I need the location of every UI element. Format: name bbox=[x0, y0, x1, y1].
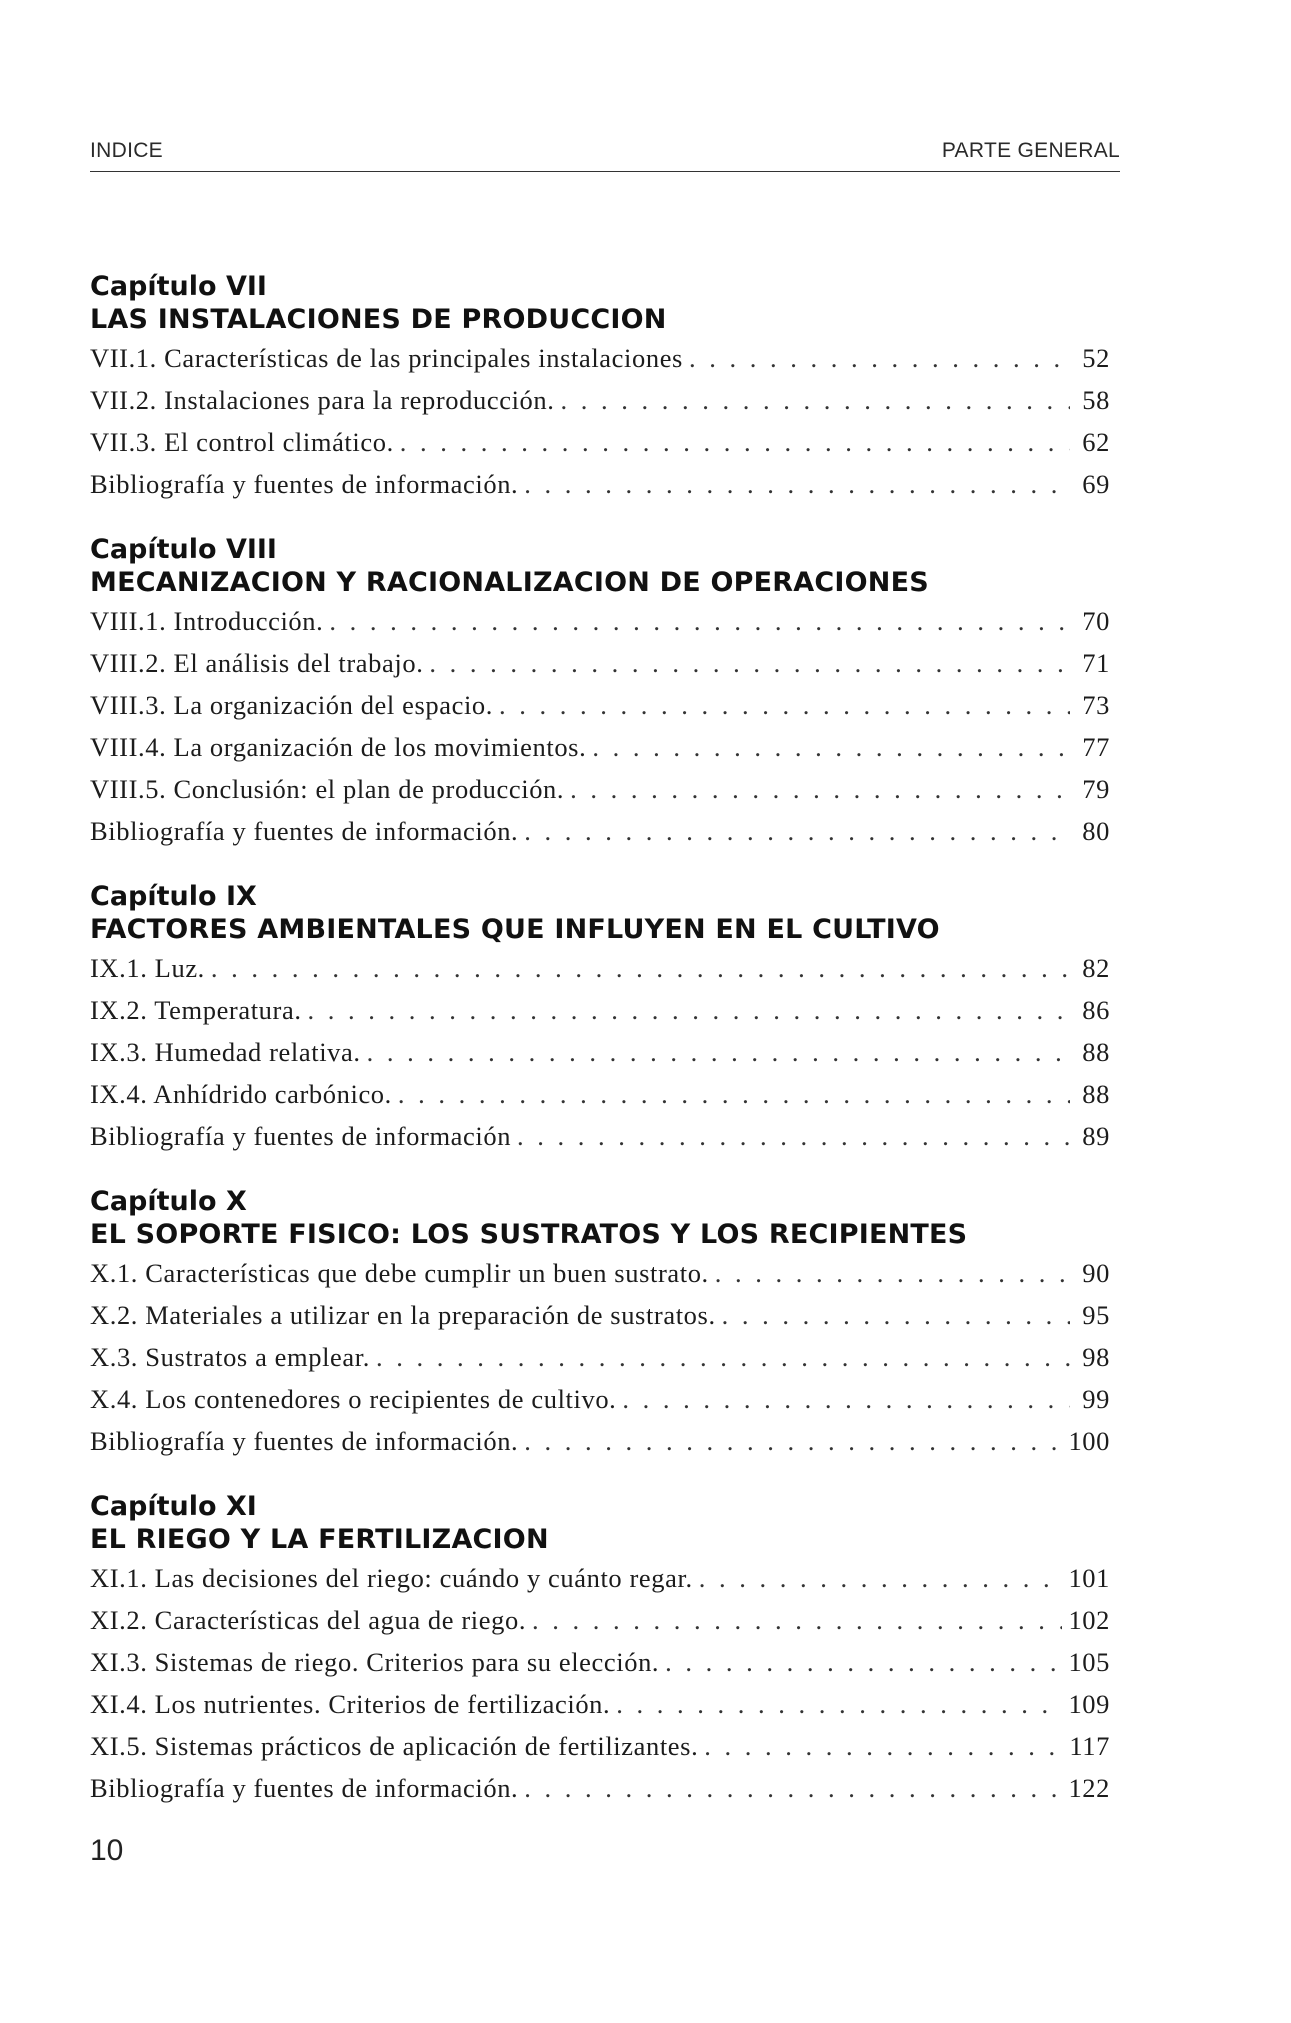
dot-leader bbox=[722, 1294, 1070, 1336]
toc-entry-page: 86 bbox=[1082, 995, 1110, 1025]
dot-leader bbox=[689, 337, 1070, 379]
header-section-left: INDICE bbox=[90, 139, 163, 162]
toc-entry-text: VIII.3. La organización del espacio. bbox=[90, 690, 493, 720]
toc-entry-page: 100 bbox=[1068, 1426, 1110, 1456]
toc-entry-text: X.4. Los contenedores o recipientes de cultivo. bbox=[90, 1384, 617, 1414]
toc-entry-text: Bibliografía y fuentes de información. bbox=[90, 1773, 519, 1803]
toc-entry[interactable] bbox=[90, 768, 1110, 810]
toc-entry-text: XI.4. Los nutrientes. Criterios de fertilización. bbox=[90, 1689, 611, 1719]
toc-entry[interactable] bbox=[90, 600, 1110, 642]
chapter-xi bbox=[90, 1490, 1120, 1809]
dot-leader bbox=[211, 947, 1070, 989]
header-section-right: PARTE GENERAL bbox=[941, 139, 1120, 162]
dot-leader bbox=[570, 768, 1070, 810]
toc-entry-text: X.1. Características que debe cumplir un buen sustrato. bbox=[90, 1258, 709, 1288]
toc-entry[interactable] bbox=[90, 1115, 1110, 1157]
toc-entry-page: 82 bbox=[1082, 953, 1110, 983]
chapter-title: LAS INSTALACIONES DE PRODUCCION bbox=[90, 304, 667, 335]
dot-leader bbox=[517, 1115, 1070, 1157]
chapter-vii bbox=[90, 270, 1120, 505]
toc-entry-text: VIII.5. Conclusión: el plan de producción. bbox=[90, 774, 565, 804]
dot-leader bbox=[499, 684, 1070, 726]
chapter-x bbox=[90, 1185, 1120, 1462]
toc-entry[interactable] bbox=[90, 1641, 1110, 1683]
running-header bbox=[90, 139, 1120, 172]
dot-leader bbox=[524, 1420, 1062, 1462]
toc-entry[interactable] bbox=[90, 1073, 1110, 1115]
toc-entry-text: IX.3. Humedad relativa. bbox=[90, 1037, 361, 1067]
toc-entry-text: VII.2. Instalaciones para la reproducción. bbox=[90, 385, 555, 415]
toc-entry[interactable] bbox=[90, 379, 1110, 421]
toc-entry-page: 99 bbox=[1082, 1384, 1110, 1414]
dot-leader bbox=[704, 1725, 1063, 1767]
chapter-title: EL SOPORTE FISICO: LOS SUSTRATOS Y LOS RECIPIENTES bbox=[90, 1219, 968, 1250]
toc-entry-page: 105 bbox=[1068, 1647, 1110, 1677]
chapter-title: EL RIEGO Y LA FERTILIZACION bbox=[90, 1524, 549, 1555]
toc-entry-text: IX.2. Temperatura. bbox=[90, 995, 302, 1025]
toc-entry[interactable] bbox=[90, 463, 1110, 505]
toc-entry-text: XI.3. Sistemas de riego. Criterios para su elección. bbox=[90, 1647, 660, 1677]
toc-entry-page: 88 bbox=[1082, 1037, 1110, 1067]
toc-entry-page: 122 bbox=[1068, 1773, 1110, 1803]
page-number: 10 bbox=[90, 1834, 124, 1867]
toc-entry[interactable] bbox=[90, 726, 1110, 768]
toc-entry[interactable] bbox=[90, 337, 1110, 379]
dot-leader bbox=[398, 1073, 1070, 1115]
toc-entry-page: 69 bbox=[1082, 469, 1110, 499]
toc-entry-text: VIII.1. Introducción. bbox=[90, 606, 324, 636]
dot-leader bbox=[367, 1031, 1070, 1073]
toc-entry[interactable] bbox=[90, 642, 1110, 684]
toc-entry[interactable] bbox=[90, 1252, 1110, 1294]
toc-entry[interactable] bbox=[90, 421, 1110, 463]
dot-leader bbox=[560, 379, 1070, 421]
toc-entry-page: 71 bbox=[1082, 648, 1110, 678]
dot-leader bbox=[376, 1336, 1070, 1378]
toc-entry[interactable] bbox=[90, 1420, 1110, 1462]
toc-entry-text: Bibliografía y fuentes de información. bbox=[90, 1426, 519, 1456]
document-page bbox=[90, 0, 1120, 2023]
toc-entry-page: 70 bbox=[1082, 606, 1110, 636]
dot-leader bbox=[592, 726, 1070, 768]
table-of-contents bbox=[90, 270, 1120, 1837]
toc-entry-page: 62 bbox=[1082, 427, 1110, 457]
dot-leader bbox=[665, 1641, 1062, 1683]
toc-entry-page: 79 bbox=[1082, 774, 1110, 804]
toc-entry[interactable] bbox=[90, 810, 1110, 852]
toc-entry-page: 95 bbox=[1082, 1300, 1110, 1330]
toc-entry-page: 90 bbox=[1082, 1258, 1110, 1288]
toc-entry-page: 73 bbox=[1082, 690, 1110, 720]
toc-entry-text: X.2. Materiales a utilizar en la preparación de sustratos. bbox=[90, 1300, 716, 1330]
toc-entry-text: VIII.4. La organización de los movimientos. bbox=[90, 732, 587, 762]
toc-entry-text: Bibliografía y fuentes de información. bbox=[90, 469, 519, 499]
chapter-title: MECANIZACION Y RACIONALIZACION DE OPERACIONES bbox=[90, 567, 929, 598]
dot-leader bbox=[329, 600, 1070, 642]
toc-entry-text: VII.1. Características de las principales instalaciones bbox=[90, 343, 683, 373]
toc-entry-text: Bibliografía y fuentes de información. bbox=[90, 816, 519, 846]
toc-entry[interactable] bbox=[90, 1599, 1110, 1641]
toc-entry-text: VIII.2. El análisis del trabajo. bbox=[90, 648, 424, 678]
dot-leader bbox=[429, 642, 1070, 684]
toc-entry-page: 80 bbox=[1082, 816, 1110, 846]
toc-entry-text: XI.5. Sistemas prácticos de aplicación de fertilizantes. bbox=[90, 1731, 699, 1761]
toc-entry-page: 88 bbox=[1082, 1079, 1110, 1109]
toc-entry-text: X.3. Sustratos a emplear. bbox=[90, 1342, 370, 1372]
dot-leader bbox=[622, 1378, 1070, 1420]
toc-entry[interactable] bbox=[90, 684, 1110, 726]
chapter-viii bbox=[90, 533, 1120, 852]
dot-leader bbox=[616, 1683, 1062, 1725]
dot-leader bbox=[532, 1599, 1062, 1641]
dot-leader bbox=[699, 1557, 1063, 1599]
toc-entry-page: 117 bbox=[1069, 1731, 1110, 1761]
chapter-label: Capítulo IX bbox=[90, 881, 257, 912]
toc-entry-page: 98 bbox=[1082, 1342, 1110, 1372]
toc-entry-page: 77 bbox=[1082, 732, 1110, 762]
toc-entry-text: VII.3. El control climático. bbox=[90, 427, 394, 457]
toc-entry-page: 109 bbox=[1068, 1689, 1110, 1719]
toc-entry-page: 102 bbox=[1068, 1605, 1110, 1635]
toc-entry-text: IX.1. Luz. bbox=[90, 953, 205, 983]
toc-entry-page: 89 bbox=[1082, 1121, 1110, 1151]
dot-leader bbox=[400, 421, 1070, 463]
toc-entry-page: 101 bbox=[1068, 1563, 1110, 1593]
toc-entry-text: Bibliografía y fuentes de información bbox=[90, 1121, 512, 1151]
toc-entry[interactable] bbox=[90, 1767, 1110, 1809]
toc-entry[interactable] bbox=[90, 1031, 1110, 1073]
toc-entry-text: IX.4. Anhídrido carbónico. bbox=[90, 1079, 392, 1109]
chapter-label: Capítulo VII bbox=[90, 271, 267, 302]
toc-entry[interactable] bbox=[90, 1378, 1110, 1420]
chapter-title: FACTORES AMBIENTALES QUE INFLUYEN EN EL CULTIVO bbox=[90, 914, 940, 945]
toc-entry[interactable] bbox=[90, 1683, 1110, 1725]
chapter-ix bbox=[90, 880, 1120, 1157]
toc-entry-text: XI.1. Las decisiones del riego: cuándo y cuánto regar. bbox=[90, 1563, 693, 1593]
toc-entry-page: 58 bbox=[1082, 385, 1110, 415]
dot-leader bbox=[715, 1252, 1070, 1294]
dot-leader bbox=[524, 463, 1070, 505]
chapter-label: Capítulo XI bbox=[90, 1491, 257, 1522]
dot-leader bbox=[524, 1767, 1062, 1809]
chapter-label: Capítulo VIII bbox=[90, 534, 277, 565]
chapter-label: Capítulo X bbox=[90, 1186, 247, 1217]
toc-entry[interactable] bbox=[90, 1725, 1110, 1767]
toc-entry[interactable] bbox=[90, 1294, 1110, 1336]
toc-entry[interactable] bbox=[90, 1336, 1110, 1378]
toc-entry-page: 52 bbox=[1082, 343, 1110, 373]
toc-entry[interactable] bbox=[90, 1557, 1110, 1599]
dot-leader bbox=[524, 810, 1070, 852]
dot-leader bbox=[308, 989, 1070, 1031]
toc-entry[interactable] bbox=[90, 947, 1110, 989]
toc-entry-text: XI.2. Características del agua de riego. bbox=[90, 1605, 527, 1635]
toc-entry[interactable] bbox=[90, 989, 1110, 1031]
